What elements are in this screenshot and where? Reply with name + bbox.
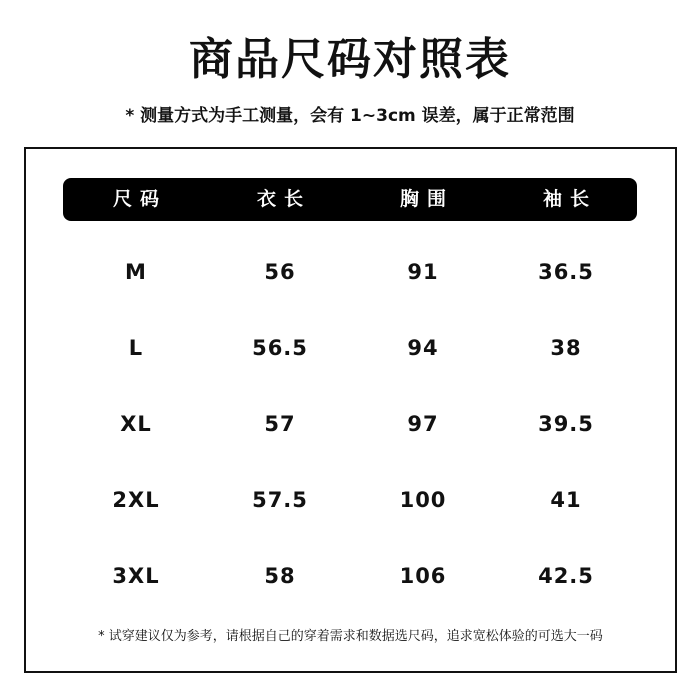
size-table-frame xyxy=(24,147,677,673)
fitting-advice-note: * 试穿建议仅为参考，请根据自己的穿着需求和数据选尺码，追求宽松体验的可选大一码 xyxy=(98,629,603,644)
cell-size: M xyxy=(125,260,147,284)
header-sleeve: 袖长 xyxy=(542,188,597,210)
cell-length: 57.5 xyxy=(252,488,308,512)
table-row xyxy=(26,252,675,292)
cell-chest: 91 xyxy=(407,260,439,284)
cell-size: XL xyxy=(120,412,152,436)
cell-size: 2XL xyxy=(112,488,160,512)
cell-sleeve: 36.5 xyxy=(538,260,594,284)
cell-length: 58 xyxy=(264,564,296,588)
table-row xyxy=(26,556,675,596)
page-title: 商品尺码对照表 xyxy=(189,34,511,85)
cell-chest: 106 xyxy=(399,564,447,588)
cell-sleeve: 38 xyxy=(550,336,582,360)
table-header xyxy=(63,178,637,221)
cell-sleeve: 41 xyxy=(550,488,582,512)
cell-sleeve: 42.5 xyxy=(538,564,594,588)
cell-chest: 100 xyxy=(399,488,447,512)
cell-length: 56.5 xyxy=(252,336,308,360)
cell-size: L xyxy=(128,336,144,360)
cell-chest: 97 xyxy=(407,412,439,436)
cell-length: 56 xyxy=(264,260,296,284)
header-chest: 胸围 xyxy=(399,188,454,210)
header-size: 尺码 xyxy=(112,188,167,210)
cell-length: 57 xyxy=(264,412,296,436)
header-length: 衣长 xyxy=(256,188,311,210)
measurement-note: * 测量方式为手工测量，会有 1~3cm 误差，属于正常范围 xyxy=(125,106,575,126)
table-row xyxy=(26,328,675,368)
cell-chest: 94 xyxy=(407,336,439,360)
cell-sleeve: 39.5 xyxy=(538,412,594,436)
table-row xyxy=(26,480,675,520)
cell-size: 3XL xyxy=(112,564,160,588)
table-row xyxy=(26,404,675,444)
